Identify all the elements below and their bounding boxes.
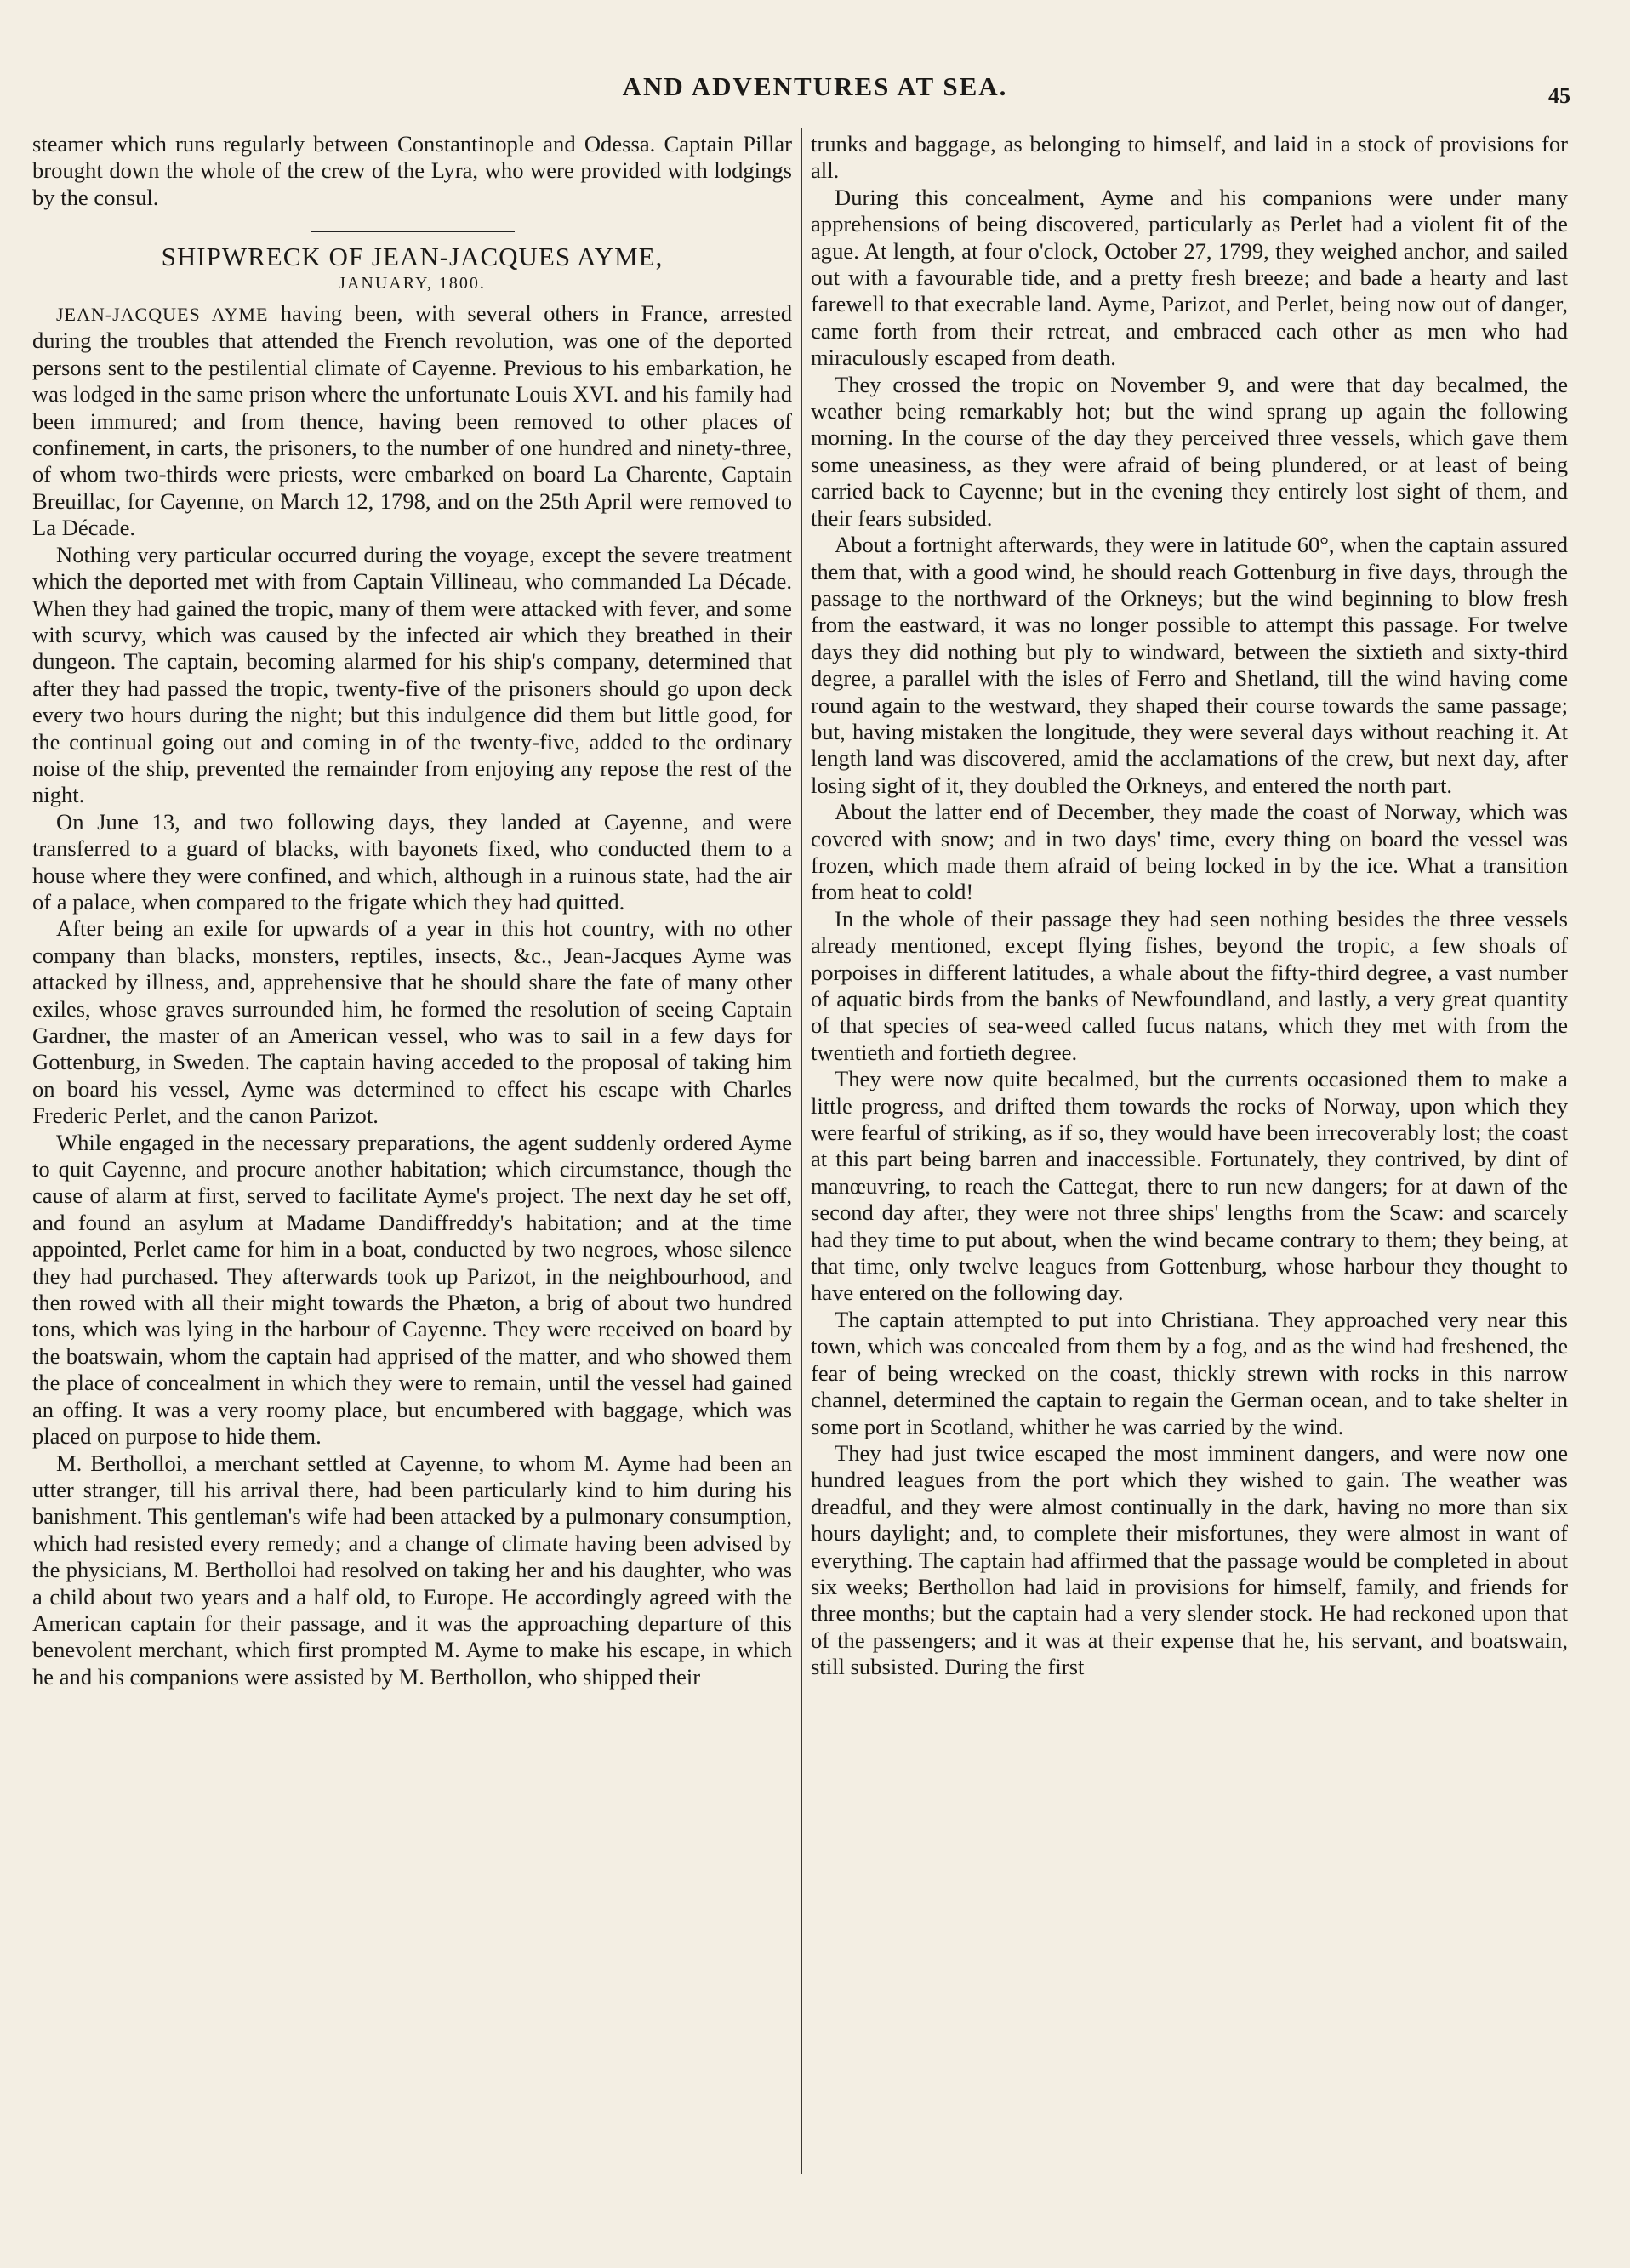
paragraph-12: In the whole of their passage they had seen nothing besides the three vessels already mentioned, except flying fishes, beyond the tropic, a few shoals of porpoises in different latitudes, a whale about the fifty-third degree, a vast number of aquatic birds from the banks of Newfoundland, and lastly, a very great quantity of that species of sea-weed called fucus natans, which they met with from the twentieth and fortieth degree. [811,905,1568,1065]
paragraph-1 [32,300,792,542]
paragraph-13: They were now quite becalmed, but the currents occasioned them to make a little progress, and drifted them towards the rocks of Norway, upon which they were fearful of striking, as if so, they would have been irrecoverably lost; the coast at this part being barren and inaccessible. Fortunately, they contrived, by dint of manœuvring, to reach the Cattegat, there to run new dangers; for at dawn of the second day after, they were not three ships' lengths from the Scaw: and scarcely had they time to put about, when the wind became contrary to them; they being, at that time, only twelve leagues from Gottenburg, whose harbour they thought to have entered on the following day. [811,1066,1568,1306]
running-head: AND ADVENTURES AT SEA. [622,71,1008,101]
paragraph-4: After being an exile for upwards of a year in this hot country, with no other company than blacks, monsters, reptiles, insects, &c., Jean-Jacques Ayme was attacked by illness, and, apprehensive that he should share the fate of many other exiles, whose graves surrounded him, he formed the resolution of seeing Captain Gardner, the master of an American vessel, who was to sail in a few days for Gottenburg, in Sweden. The captain having acceded to the proposal of taking him on board his vessel, Ayme was determined to effect his escape with Charles Frederic Perlet, and the canon Parizot. [32,915,792,1129]
paragraph-7: trunks and baggage, as belonging to himself, and laid in a stock of provisions for all. [811,131,1568,184]
left-column [32,131,792,1690]
paragraph-3: On June 13, and two following days, they landed at Cayenne, and were transferred to a guard of blacks, with bayonets fixed, who conducted them to a house where they were confined, and which, although in a ruinous state, had the air of a palace, when compared to the frigate which they had quitted. [32,808,792,915]
paragraph-10: About a fortnight afterwards, they were in latitude 60°, when the captain assured them that, with a good wind, he should reach Gottenburg in five days, through the passage to the northward of the Orkneys; but the wind beginning to blow fresh from the eastward, it was no longer possible to attempt this passage. For twelve days they did nothing but ply to windward, between the sixtieth and sixty-third degree, a parallel with the isles of Ferro and Shetland, till the wind having come round again to the westward, they shaped their course towards the same passage; but, having mistaken the longitude, they were several days without reaching it. At length land was discovered, amid the acclamations of the crew, but next day, after losing sight of it, they doubled the Orkneys, and entered the north part. [811,532,1568,798]
paragraph-1-text: having been, with several others in France, arrested during the troubles that attended the French revolution, was one of the deported persons sent to the pestilential climate of Cayenne. Previous to his embarkation, he was lodged in the same prison where the unfortunate Louis XVI. and his family had been immured; and from thence, having been removed to other places of confinement, in carts, the prisoners, to the number of one hundred and ninety-three, of whom two-thirds were priests, were embarked on board La Charente, Captain Breuillac, for Cayenne, on March 12, 1798, and on the 25th April were removed to La Décade. [32,300,792,541]
paragraph-14: The captain attempted to put into Christiana. They approached very near this town, which was concealed from them by a fog, and as the wind had freshened, the fear of being wrecked on the coast, thickly strewn with rocks in this narrow channel, determined the captain to regain the German ocean, and to take shelter in some port in Scotland, whither he was carried by the wind. [811,1306,1568,1439]
paragraph-5: While engaged in the necessary preparations, the agent suddenly ordered Ayme to quit Cayenne, and procure another habitation; which circumstance, though the cause of alarm at first, served to facilitate Ayme's project. The next day he set off, and found an asylum at Madame Dandiffreddy's habitation; and at the time appointed, Perlet came for him in a boat, conducted by two negroes, whose silence they had purchased. They afterwards took up Parizot, in the neighbourhood, and then rowed with all their might towards the Phæton, a brig of about two hundred tons, which was lying in the harbour of Cayenne. They were received on board by the boatswain, whom the captain had apprised of the matter, and who showed them the place of concealment in which they were to remain, until the vessel had gained an offing. It was a very roomy place, but encumbered with baggage, which was placed on purpose to hide them. [32,1129,792,1450]
paragraph-9: They crossed the tropic on November 9, and were that day becalmed, the weather being remarkably hot; but the wind sprang up again the following morning. In the course of the day they perceived three vessels, which gave them some uneasiness, as they were afraid of being plundered, or at least of being carried back to Cayenne; but in the evening they entirely lost sight of them, and their fears subsided. [811,371,1568,531]
paragraph-2: Nothing very particular occurred during the voyage, except the severe treatment which the deported met with from Captain Villineau, who commanded La Décade. When they had gained the tropic, many of them were attacked with fever, and some with scurvy, which was caused by the infected air which they breathed in their dungeon. The captain, becoming alarmed for his ship's company, determined that after they had passed the tropic, twenty-five of the prisoners should go upon deck every two hours during the night; but this indulgence did them but little good, for the continual going out and coming in of the twenty-five, added to the ordinary noise of the ship, prevented the remainder from enjoying any repose the rest of the night. [32,541,792,808]
paragraph-6: M. Bertholloi, a merchant settled at Cayenne, to whom M. Ayme had been an utter stranger, till his arrival there, had been particularly kind to him during his banishment. This gentleman's wife had been attacked by a pulmonary consumption, which had resisted every remedy; and a change of climate having been advised by the physicians, M. Bertholloi had resolved on taking her and his daughter, who was a child about two years and a half old, to Europe. He accordingly agreed with the American captain for their passage, and it was the approaching departure of this benevolent merchant, which first prompted M. Ayme to make his escape, in which he and his companions were assisted by M. Berthollon, who shipped their [32,1450,792,1690]
section-divider [311,231,515,236]
page-header [0,66,1630,109]
paragraph-8: During this concealment, Ayme and his companions were under many apprehensions of being discovered, particularly as Perlet had a violent fit of the ague. At length, at four o'clock, October 27, 1799, they weighed anchor, and sailed out with a favourable tide, and a pretty fresh breeze; and bade a hearty and last farewell to that execrable land. Ayme, Parizot, and Perlet, being now out of danger, came forth from their retreat, and embraced each other as men who had miraculously escaped from death. [811,184,1568,371]
column-divider [801,128,802,2174]
article-date: JANUARY, 1800. [339,273,486,293]
paragraph-15: They had just twice escaped the most imminent dangers, and were now one hundred leagues from the port which they wished to gain. The weather was dreadful, and they were almost continually in the dark, having no more than six hours daylight; and, to complete their misfortunes, they were almost in want of everything. The captain had affirmed that the passage would be completed in about six weeks; Berthollon had laid in provisions for himself, family, and friends for three months; but the captain had a very slender stock. He had reckoned upon that of the passengers; and it was at their expense that he, his servant, and boatswain, still subsisted. During the first [811,1439,1568,1680]
intro-paragraph: steamer which runs regularly between Constantinople and Odessa. Captain Pillar brought down the whole of the crew of the Lyra, who were provided with lodgings by the consul. [32,131,792,210]
page-number: 45 [1548,83,1570,108]
article-title: SHIPWRECK OF JEAN-JACQUES AYME, [161,242,664,272]
paragraph-11: About the latter end of December, they made the coast of Norway, which was covered with snow; and in two days' time, every thing on board the vessel was frozen, which made them afraid of being locked in by the ice. What a transition from heat to cold! [811,799,1568,905]
lead-name: JEAN-JACQUES AYME [56,304,269,326]
right-column [811,131,1568,1681]
